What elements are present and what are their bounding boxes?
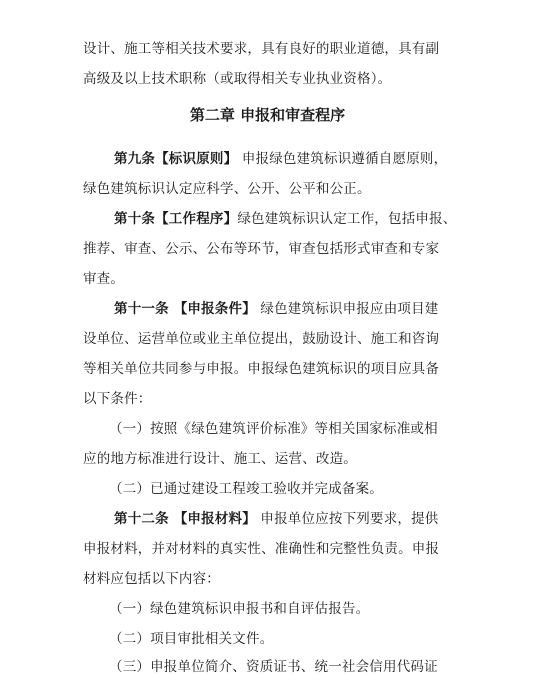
text-line: 应的地方标准进行设计、施工、运营、改造。: [83, 451, 357, 467]
list-item: （二）项目审批相关文件。: [109, 631, 274, 647]
text-line: 设计、施工等相关技术要求，具有良好的职业道德，具有副: [83, 41, 440, 57]
article-9-text: 申报绿色建筑标识遵循自愿原则，: [241, 151, 448, 167]
article-10-line: [114, 207, 457, 227]
article-11-label: 第十一条 【申报条件】: [114, 301, 256, 317]
list-item: （一）按照《绿色建筑评价标准》等相关国家标准或相: [109, 421, 438, 437]
text-line: 以下条件：: [83, 391, 152, 407]
article-10-text: 绿色建筑标识认定工作，包括申报、: [237, 211, 457, 227]
article-9-label: 第九条【标识原则】: [114, 151, 238, 167]
article-12-text: 申报单位应按下列要求，提供: [260, 511, 439, 527]
article-10-label: 第十条【工作程序】: [114, 211, 238, 227]
text-line: 绿色建筑标识认定应科学、公开、公平和公正。: [83, 181, 371, 197]
article-9-line: [114, 147, 447, 167]
article-11-line: [114, 297, 439, 317]
article-12-line: [114, 507, 439, 527]
list-item: （二）已通过建设工程竣工验收并完成备案。: [109, 481, 383, 497]
article-11-text: 绿色建筑标识申报应由项目建: [260, 301, 439, 317]
text-line: 申报材料，并对材料的真实性、准确性和完整性负责。申报: [83, 541, 440, 557]
text-line: 等相关单位共同参与申报。申报绿色建筑标识的项目应具备: [83, 361, 440, 377]
text-line: 高级及以上技术职称（或取得相关专业执业资格）。: [83, 71, 392, 87]
list-item: （三）申报单位简介、资质证书、统一社会信用代码证: [109, 659, 438, 675]
text-line: 审查。: [83, 271, 125, 287]
list-item: （一）绿色建筑标识申报书和自评估报告。: [109, 601, 370, 617]
text-line: 设单位、运营单位或业主单位提出，鼓励设计、施工和咨询: [83, 331, 440, 347]
text-line: 推荐、审查、公示、公布等环节，审查包括形式审查和专家: [83, 241, 440, 257]
article-12-label: 第十二条 【申报材料】: [114, 511, 256, 527]
text-line: 材料应包括以下内容：: [83, 571, 220, 587]
chapter-title: 第二章 申报和审查程序: [189, 106, 346, 124]
